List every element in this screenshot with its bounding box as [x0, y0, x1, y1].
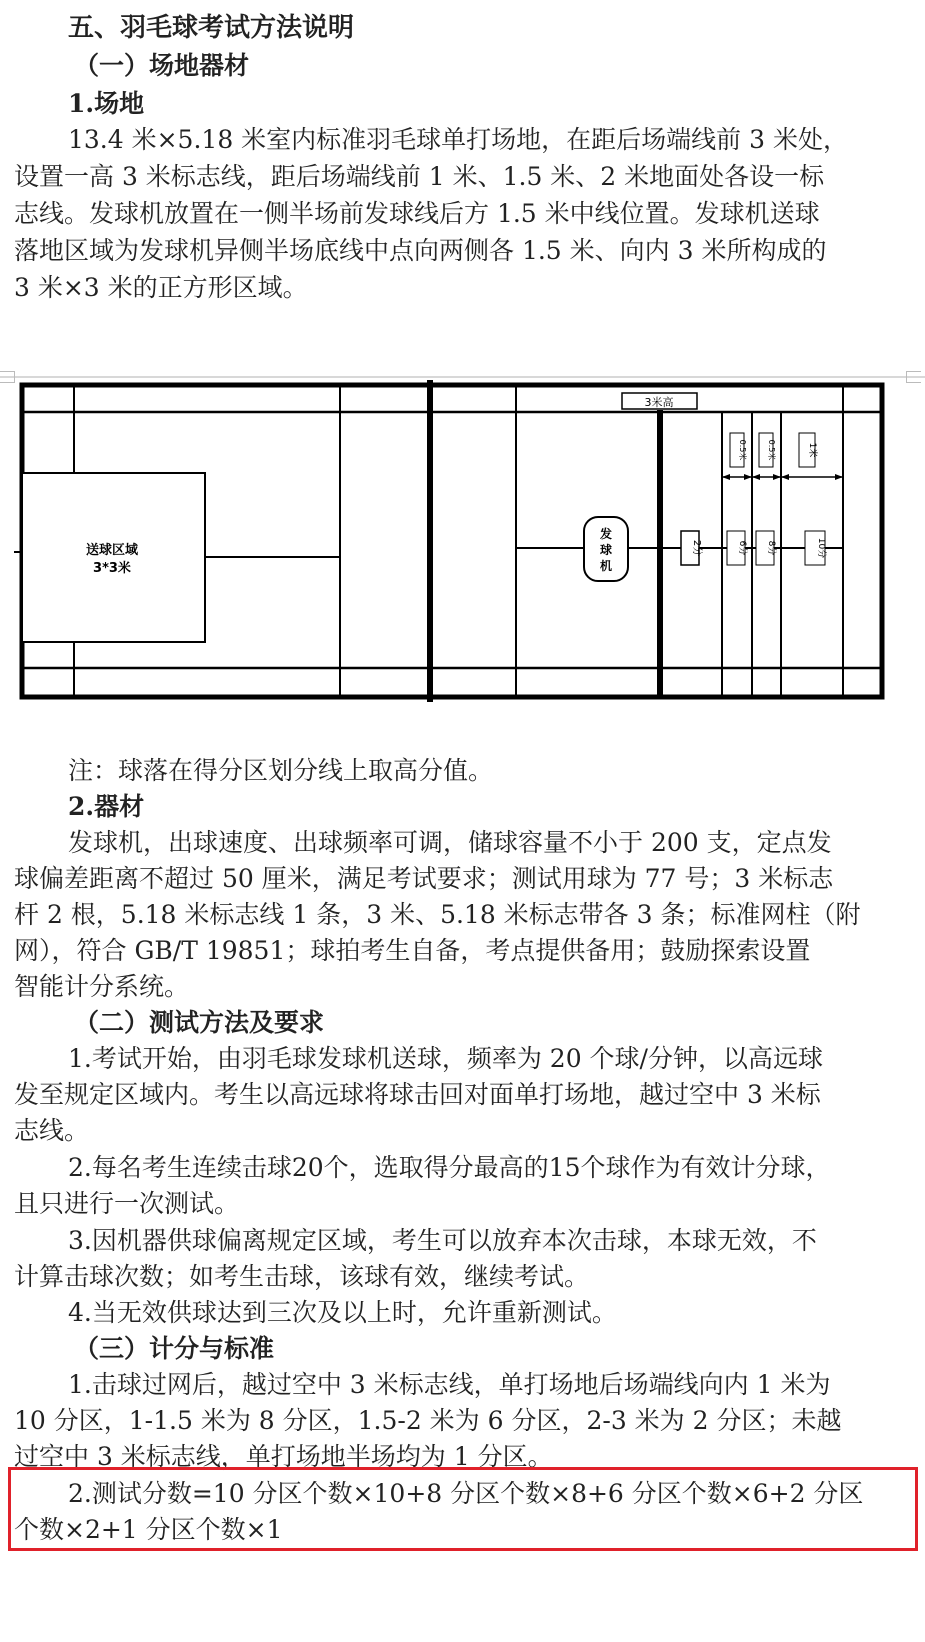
diagram-note: 注：球落在得分区划分线上取高分值。	[68, 756, 494, 785]
section2-title: （二）测试方法及要求	[74, 1008, 325, 1037]
equipment-subtitle: 2.器材	[68, 792, 145, 821]
serve-zone-label-2: 3*3米	[93, 561, 131, 576]
venue-line-3: 志线。发球机放置在一侧半场前发球线后方 1.5 米中线位置。发球机送球	[14, 199, 820, 228]
scoring-line-2: 10 分区，1-1.5 米为 8 分区，1.5-2 米为 6 分区，2-3 米为 2 分区；未越	[14, 1406, 842, 1435]
section1-title: （一）场地器材	[74, 51, 250, 80]
test-line-7: 计算击球次数；如考生击球，该球有效，继续考试。	[14, 1262, 590, 1291]
court-diagram	[0, 380, 925, 730]
document-heading: 五、羽毛球考试方法说明	[68, 13, 355, 43]
scoring-line-3: 过空中 3 米标志线，单打场地半场均为 1 分区。	[14, 1442, 553, 1471]
machine-label-3: 机	[599, 559, 613, 573]
venue-line-2: 设置一高 3 米标志线，距后场端线前 1 米、1.5 米、2 米地面处各设一标	[14, 162, 825, 191]
venue-line-4: 落地区域为发球机异侧半场底线中点向两侧各 1.5 米、向内 3 米所构成的	[14, 236, 827, 265]
scoring-line-5: 个数×2+1 分区个数×1	[14, 1515, 283, 1544]
dist-label-3: 1米	[807, 442, 817, 458]
venue-line-5: 3 米×3 米的正方形区域。	[14, 273, 308, 302]
test-line-6: 3.因机器供球偏离规定区域，考生可以放弃本次击球，本球无效，不	[68, 1226, 817, 1255]
machine-label-1: 发	[599, 527, 613, 541]
venue-subtitle: 1.场地	[68, 89, 145, 118]
machine-label-2: 球	[599, 543, 613, 557]
score-label-8: 8分	[766, 540, 776, 556]
formula-highlight-box	[8, 1467, 918, 1551]
scoring-line-1: 1.击球过网后，越过空中 3 米标志线，单打场地后场端线向内 1 米为	[68, 1370, 831, 1399]
page-break-line	[0, 376, 925, 378]
dist-label-1: 0.5米	[738, 439, 747, 461]
equipment-line-5: 智能计分系统。	[14, 972, 190, 1001]
test-line-8: 4.当无效供球达到三次及以上时，允许重新测试。	[68, 1298, 617, 1327]
score-label-6: 6分	[737, 540, 747, 556]
equipment-line-3: 杆 2 根，5.18 米标志线 1 条，3 米、5.18 米标志带各 3 条；标准网柱（附	[14, 900, 861, 929]
dist-label-2: 0.5米	[767, 439, 776, 461]
score-label-10: 10分	[816, 537, 826, 559]
equipment-line-4: 网），符合 GB/T 19851；球拍考生自备，考点提供备用；鼓励探索设置	[14, 936, 811, 965]
test-line-4: 2.每名考生连续击球20个，选取得分最高的15个球作为有效计分球，	[68, 1153, 831, 1182]
test-line-5: 且只进行一次测试。	[14, 1189, 240, 1218]
scoring-line-4: 2.测试分数=10 分区个数×10+8 分区个数×8+6 分区个数×6+2 分区	[68, 1479, 864, 1508]
section3-title: （三）计分与标准	[74, 1334, 275, 1363]
equipment-line-1: 发球机，出球速度、出球频率可调，储球容量不小于 200 支，定点发	[68, 828, 832, 857]
equipment-line-2: 球偏差距离不超过 50 厘米，满足考试要求；测试用球为 77 号；3 米标志	[14, 864, 834, 893]
test-line-2: 发至规定区域内。考生以高远球将球击回对面单打场地，越过空中 3 米标	[14, 1080, 821, 1109]
test-line-3: 志线。	[14, 1116, 90, 1145]
serve-zone-label-1: 送球区域	[85, 543, 139, 558]
height-label: 3米高	[644, 396, 674, 409]
venue-line-1: 13.4 米×5.18 米室内标准羽毛球单打场地，在距后场端线前 3 米处，	[68, 125, 848, 154]
score-label-2: 2分	[691, 539, 702, 557]
test-line-1: 1.考试开始，由羽毛球发球机送球，频率为 20 个球/分钟，以高远球	[68, 1044, 823, 1073]
